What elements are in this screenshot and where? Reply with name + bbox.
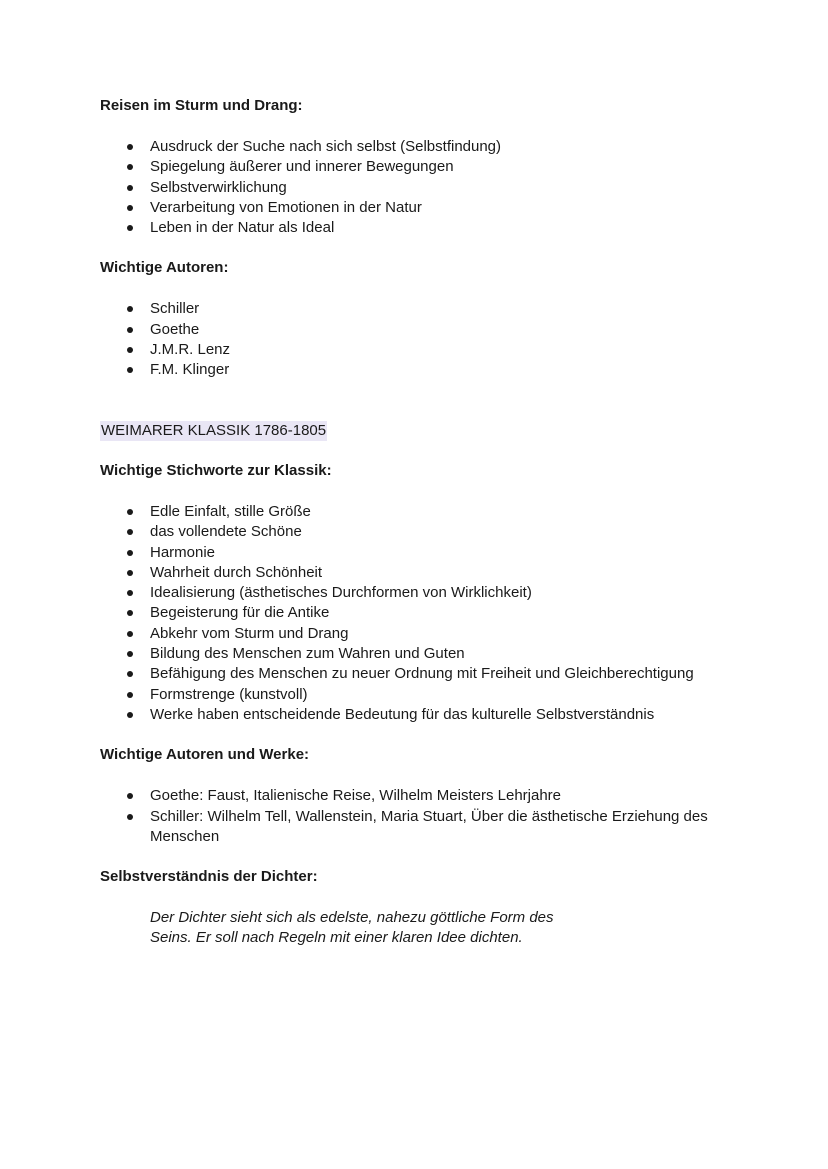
bullet-icon: [127, 205, 133, 211]
list-autoren: [100, 299, 740, 380]
list-item: Verarbeitung von Emotionen in der Natur: [100, 198, 740, 218]
list-item: Begeisterung für die Antike: [100, 603, 740, 623]
bullet-icon: [127, 529, 133, 535]
bullet-icon: [127, 347, 133, 353]
heading-dichter: Selbstverständnis der Dichter:: [100, 868, 318, 886]
bullet-icon: [127, 164, 133, 170]
list-item: Abkehr vom Sturm und Drang: [100, 624, 740, 644]
bullet-icon: [127, 225, 133, 231]
heading-stichworte: Wichtige Stichworte zur Klassik:: [100, 461, 332, 479]
list-item: Goethe: [100, 320, 740, 340]
list-item: Edle Einfalt, stille Größe: [100, 502, 740, 522]
list-stichworte: [100, 502, 740, 725]
list-item: das vollendete Schöne: [100, 522, 740, 542]
bullet-icon: [127, 671, 133, 677]
list-item: Wahrheit durch Schönheit: [100, 563, 740, 583]
heading-reisen: Reisen im Sturm und Drang:: [100, 97, 303, 114]
list-item: Bildung des Menschen zum Wahren und Guten: [100, 644, 740, 664]
bullet-icon: [127, 327, 133, 333]
list-werke: [100, 786, 740, 847]
list-item: Leben in der Natur als Ideal: [100, 218, 740, 238]
bullet-icon: [127, 814, 133, 820]
epoch-label: WEIMARER KLASSIK 1786-1805: [100, 421, 327, 441]
document-content: [100, 96, 740, 949]
list-item: Schiller: [100, 299, 740, 319]
list-item: Spiegelung äußerer und innerer Bewegungen: [100, 157, 740, 177]
list-item: Idealisierung (ästhetisches Durchformen von Wirklichkeit): [100, 583, 740, 603]
bullet-icon: [127, 306, 133, 312]
bullet-icon: [127, 631, 133, 637]
list-item: F.M. Klinger: [100, 360, 740, 380]
bullet-icon: [127, 712, 133, 718]
list-item: Formstrenge (kunstvoll): [100, 685, 740, 705]
list-item: Befähigung des Menschen zu neuer Ordnung mit Freiheit und Gleichberechtigung: [100, 664, 740, 684]
bullet-icon: [127, 509, 133, 515]
bullet-icon: [127, 144, 133, 150]
list-item: J.M.R. Lenz: [100, 340, 740, 360]
list-reisen: [100, 137, 740, 238]
list-item: Schiller: Wilhelm Tell, Wallenstein, Maria Stuart, Über die ästhetische Erziehung des Menschen: [100, 807, 740, 848]
list-item: Harmonie: [100, 543, 740, 563]
heading-werke: Wichtige Autoren und Werke:: [100, 746, 310, 764]
bullet-icon: [127, 793, 133, 799]
bullet-icon: [127, 651, 133, 657]
bullet-icon: [127, 570, 133, 576]
list-item: Ausdruck der Suche nach sich selbst (Selbstfindung): [100, 137, 740, 157]
bullet-icon: [127, 610, 133, 616]
heading-autoren: Wichtige Autoren:: [100, 259, 229, 277]
bullet-icon: [127, 590, 133, 596]
bullet-icon: [127, 367, 133, 373]
dichter-quote: Der Dichter sieht sich als edelste, nahezu göttliche Form des Seins. Er soll nach Regeln mit einer klaren Idee dichten.: [150, 909, 554, 947]
bullet-icon: [127, 550, 133, 556]
list-item: Werke haben entscheidende Bedeutung für das kulturelle Selbstverständnis: [100, 705, 740, 725]
bullet-icon: [127, 185, 133, 191]
epoch-heading: [100, 421, 740, 441]
bullet-icon: [127, 692, 133, 698]
list-item: Goethe: Faust, Italienische Reise, Wilhelm Meisters Lehrjahre: [100, 786, 740, 806]
list-item: Selbstverwirklichung: [100, 178, 740, 198]
